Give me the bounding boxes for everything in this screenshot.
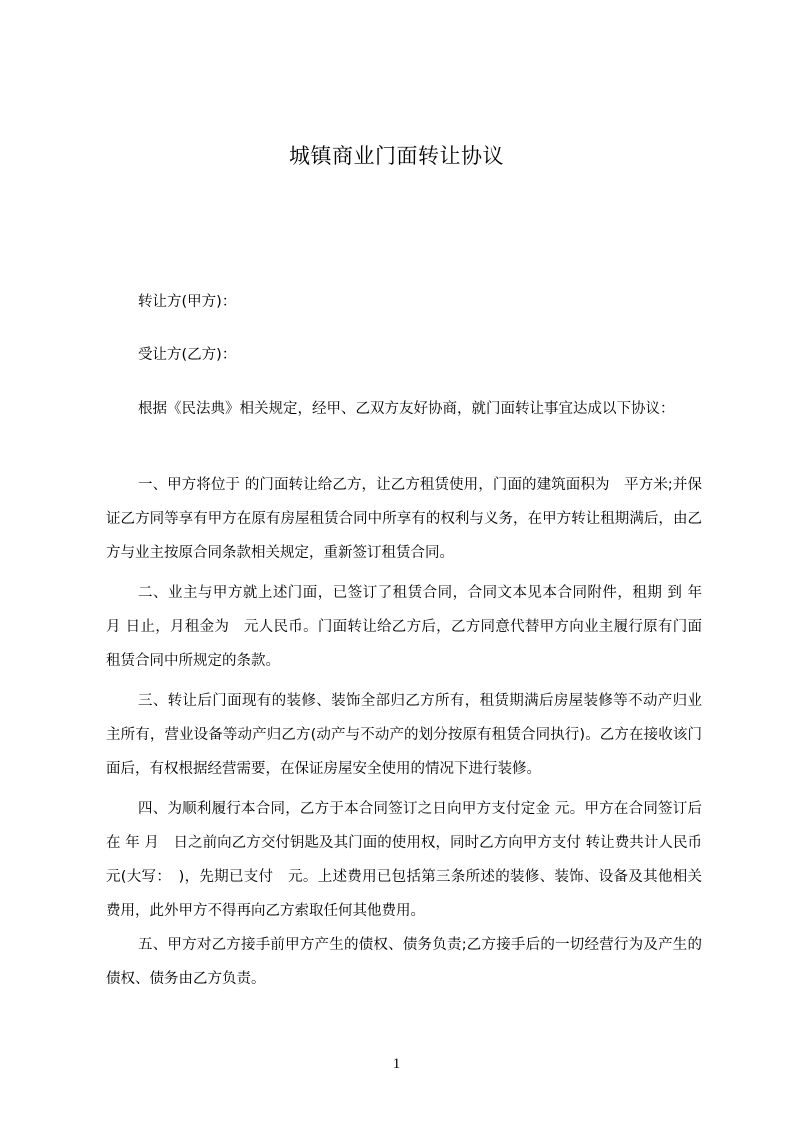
clause-5-paragraph: 五、甲方对乙方接手前甲方产生的债权、债务负责;乙方接手后的一切经营行为及产生的债权、债务由乙方负责。 [106, 937, 702, 987]
clause-1-paragraph: 一、甲方将位于 的门面转让给乙方，让乙方租赁使用，门面的建筑面积为 平方米;并保证乙方同等享有甲方在原有房屋租赁合同中所享有的权利与义务，在甲方转让租期满后，由乙方与业主按原合同条款相关规定，重新签订租赁合同。 [106, 477, 702, 561]
party-a-line: 转让方(甲方)： [138, 294, 237, 310]
clause-3-paragraph: 三、转让后门面现有的装修、装饰全部归乙方所有，租赁期满后房屋装修等不动产归业主所有，营业设备等动产归乙方(动产与不动产的划分按原有租赁合同执行)。乙方在接收该门面后，有权根据经营需要，在保证房屋安全使用的情况下进行装修。 [106, 693, 702, 777]
page-number: 1 [392, 1056, 401, 1072]
clause-2-paragraph: 二、业主与甲方就上述门面，已签订了租赁合同，合同文本见本合同附件，租期 到 年 月 日止，月租金为 元人民币。门面转让给乙方后，乙方同意代替甲方向业主履行原有门面租赁合同中所规定的条款。 [106, 585, 702, 669]
clause-4-paragraph: 四、为顺利履行本合同，乙方于本合同签订之日向甲方支付定金 元。甲方在合同签订后在 年 月 日之前向乙方交付钥匙及其门面的使用权，同时乙方向甲方支付 转让费共计人民币 元(大写： )，先期已支付 元。上述费用已包括第三条所述的装修、装饰、设备及其他相关费用，此外甲方不得再向乙方索取任何其他费用。 [106, 801, 702, 919]
preamble-paragraph: 根据《民法典》相关规定，经甲、乙双方友好协商，就门面转让事宜达成以下协议： [138, 401, 675, 417]
party-b-line: 受让方(乙方)： [138, 347, 237, 363]
document-title: 城镇商业门面转让协议 [289, 144, 504, 168]
